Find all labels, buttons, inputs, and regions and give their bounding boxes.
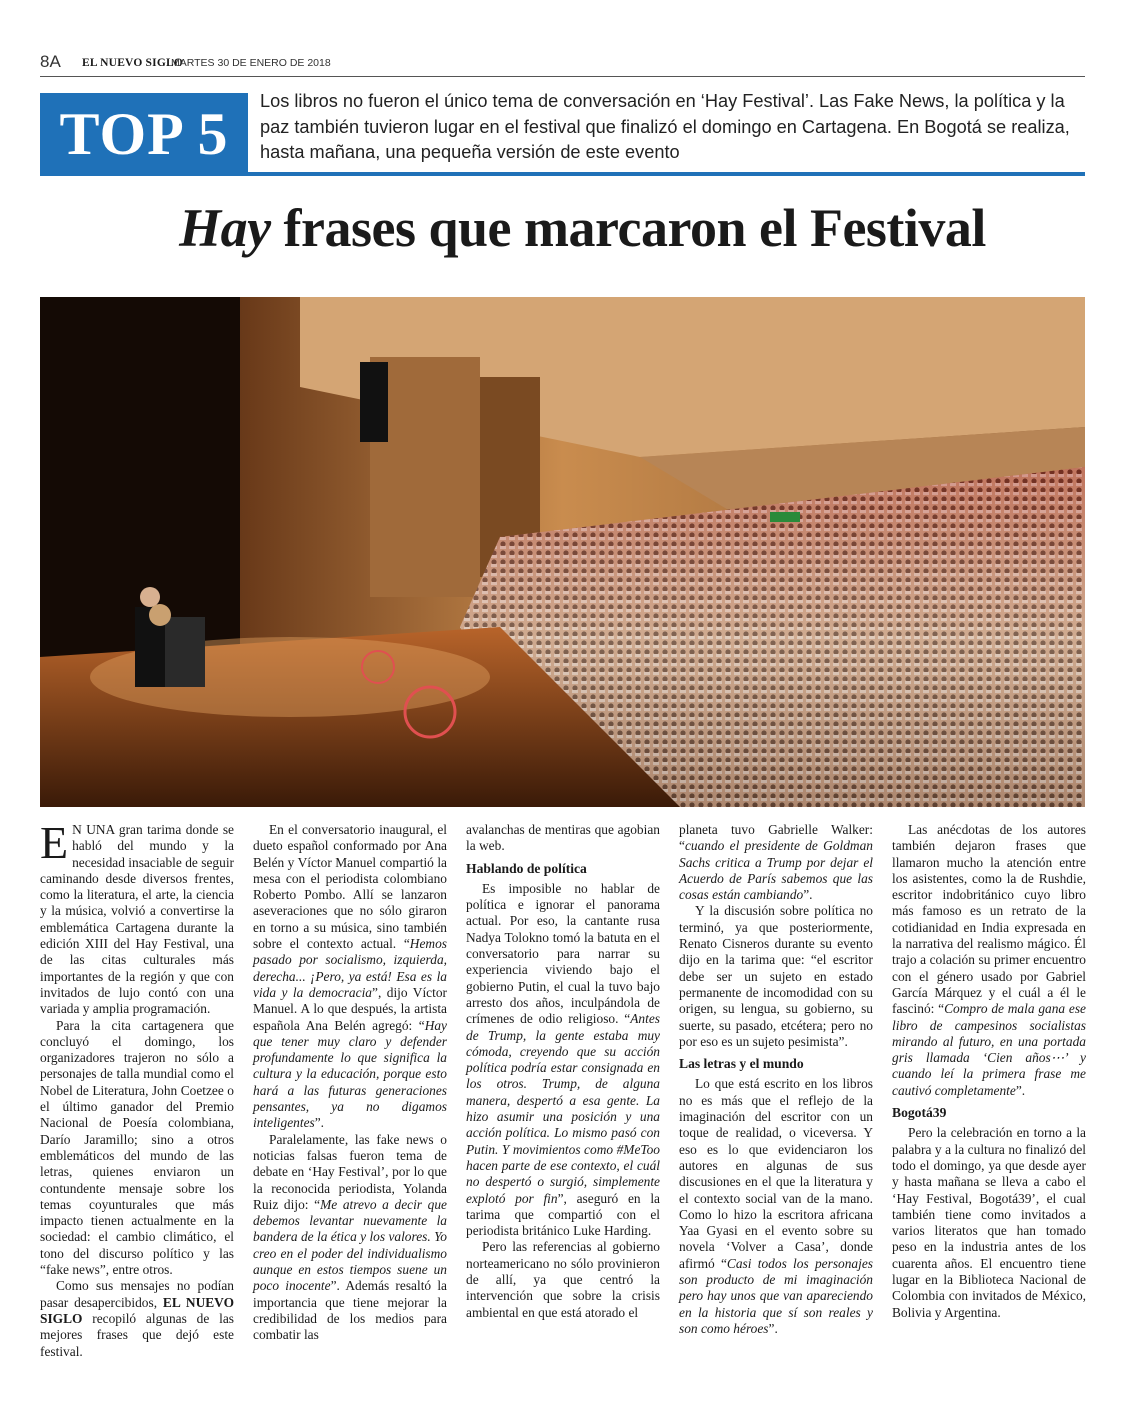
subheading: Bogotá39 <box>892 1105 947 1121</box>
column-1 <box>40 817 235 1360</box>
paragraph <box>40 1278 234 1359</box>
text: Paralelamente, las fake news o noticias falsas fueron tema de debate en ‘Hay Festival’, por lo que la reconocida periodista, Yolanda Ruiz dijo: “ <box>253 1131 447 1212</box>
quote: Antes de Trump, la gente estaba muy cómoda, creyendo que su acción política podría estar consignada en los otros. Trump, de alguna manera, despertó a esa gente. La hizo asumir una posición y una acción política. Lo mismo pasó con Putin. Y movimientos como #MeToo hacen parte de ese contexto, el cuál no despertó o surgió, simplemente explotó por fin <box>466 1011 660 1206</box>
text: ”. <box>314 1115 325 1131</box>
quote: Hemos pasado por socialismo, izquierda, derecha... ¡Pero, ya está! Esa es la vida y la democracia <box>253 936 447 1000</box>
text: Las anécdotas de los autores también dejaron frases que llamaron mucho la atención entre los asistentes, como la de Rushdie, escritor indobritánico cuyo libro más famoso es un retrato de la cotidianidad en India expresada en la narrativa del realismo mágico. Él trajo a colación su primer encuentro con el género usado por Gabriel García Márquez y el cuál a él le fascinó: “ <box>892 822 1086 1017</box>
paragraph: Y la discusión sobre política no terminó, ya que posteriormente, Renato Cisneros durante su evento dijo en la tarima que: “el escritor debe ser un sujeto en estado permanente de incomodidad con su origen, su lengua, su gobierno, su suerte, su pasado, etcétera; pero no por eso es un sujeto pesimista”. <box>679 903 873 1049</box>
text: Como sus mensajes no podían pasar desapercibidos, <box>40 1278 234 1310</box>
text: En el conversatorio inaugural, el dueto español conformado por Ana Belén y Víctor Manuel compartió la mesa con el periodista colombiano Roberto Pombo. Allí se lanzaron aseveraciones que no sólo giraron en torno a su música, sino también sobre el contexto actual. “ <box>253 822 447 952</box>
text: ”, dijo Víctor Manuel. A lo que después, la artista española Ana Belén agregó: “ <box>253 984 447 1033</box>
paragraph <box>253 822 447 1132</box>
intro-text: Los libros no fueron el único tema de conversación en ‘Hay Festival’. Las Fake News, la política y la paz también tuvieron lugar en el festival que finalizó el domingo en Cartagena. En Bogotá se realiza, hasta mañana, una pequeña versión de este evento <box>260 91 1070 162</box>
text: ”. <box>803 887 813 903</box>
text: ”. <box>768 1320 778 1336</box>
text: ”, aseguró en la tarima que compartió con el periodista británico Luke Harding. <box>466 1190 660 1239</box>
quote: Hay que tener muy claro y defender profundamente lo que significa la cultura y la educación, porque esto hará a las futuras generaciones pensantes, ya no digamos inteligentes <box>253 1017 447 1131</box>
subheading: Las letras y el mundo <box>679 1056 804 1072</box>
newspaper-name: EL NUEVO SIGLO <box>82 57 183 69</box>
quote: Casi todos los personajes son producto de mi imaginación pero hay unos que van apareciendo en la historia que sí son reales y son como héroes <box>679 1255 873 1336</box>
quote: Compro de mala gana ese libro de campesinos socialistas mirando al futuro, en una portada gris llamada ‘Cien años⋯’ y cuando leí la primera frase me cautivó completamente <box>892 1001 1086 1098</box>
paragraph <box>679 822 873 903</box>
text: Es imposible no hablar de política e ignorar el panorama actual. Por eso, la cantante rusa Nadya Tolokno tomó la batuta en el conversatorio para narrar su experiencia viviendo bajo el gobierno Putin, el cual la tuvo bajo arresto dos años, inculpándola de crímenes de odio religioso. “ <box>466 880 660 1027</box>
paragraph: avalanchas de mentiras que agobian la web. <box>466 822 660 854</box>
paragraph: Pero las referencias al gobierno norteamericano no sólo provinieron de allí, ya que centró la intervención que sobre la crisis ambiental en que está atorado el <box>466 1239 660 1320</box>
paragraph <box>679 1076 873 1337</box>
dropcap: E <box>40 817 69 868</box>
paragraph <box>253 1132 447 1344</box>
subheading: Hablando de política <box>466 860 587 876</box>
column-2 <box>253 822 447 1344</box>
auditorium-illustration <box>40 297 1085 807</box>
paragraph <box>466 881 660 1240</box>
issue-date: MARTES 30 DE ENERO DE 2018 <box>171 57 331 69</box>
quote: Me atrevo a decir que debemos levantar nuevamente la bandera de la ética y los valores. Yo creo en el poder del individualismo aunque en estos tiempos suene un poco inocente <box>253 1196 447 1294</box>
text: ”. <box>1015 1082 1026 1098</box>
text: planeta tuvo Gabrielle Walker: “ <box>679 822 873 854</box>
column-4 <box>679 822 873 1337</box>
column-3 <box>466 822 660 1321</box>
text: ”. Además resaltó la importancia que tiene mejorar la credibilidad de los medios para combatir las <box>253 1278 447 1343</box>
paragraph: Pero la celebración en torno a la palabra y a la cultura no finalizó del todo el domingo, ya que desde ayer y hasta mañana se lleva a cabo el ‘Hay Festival, Bogotá39’, el cual también tiene como invitados a varios literatos que han tomado peso en la industria antes de los cuarenta años. El encuentro tiene lugar en la Biblioteca Nacional de Colombia con invitados de México, Bolivia y Argentina. <box>892 1125 1086 1320</box>
column-5 <box>892 822 1086 1321</box>
text: recopiló algunas de las mejores frases que dejó este festival. <box>40 1310 234 1359</box>
paragraph <box>40 817 234 1018</box>
headline-italic: Hay <box>179 198 271 258</box>
page-header <box>40 50 1085 77</box>
newspaper-mention: EL NUEVO SIGLO <box>40 1294 235 1326</box>
lead-caps: N UNA <box>72 822 115 837</box>
page-number: 8A <box>40 52 61 71</box>
accent-rule <box>248 172 1085 176</box>
auditorium-photo <box>40 297 1085 807</box>
headline-rest: frases que marcaron el Festival <box>270 198 986 258</box>
text: gran tarima donde se habló del mundo y la necesidad insaciable de seguir caminando desde diversos frentes, como la literatura, el arte, la ciencia y la música, volvió a convertirse la emblemática Cartagena durante la edición XIII del Hay Festival, una de las citas culturales más importantes de la región y que con invitados de lujo contó con una variada y amplia programación. <box>40 822 234 1017</box>
text: Lo que está escrito en los libros no es más que el reflejo de la imaginación del escritor con un toque de realidad, o viceversa. Y eso es lo que evidenciaron los autores en algunas de sus discusiones en el que la literatura y el contexto social van de la mano. Como lo hizo la escritora africana Yaa Gyasi en el evento sobre su novela ‘Volver a Casa’, donde afirmó “ <box>679 1076 873 1271</box>
paragraph: Para la cita cartagenera que concluyó el domingo, los organizadores trajeron no sólo a personajes de talla mundial como el Nobel de Literatura, John Coetzee o el último ganador del Premio Nacional de Poesía colombiana, Darío Jaramillo; sino a otros emblemáticos del mundo de las letras, quienes enviaron un contundente mensaje sobre los temas coyunturales que más impacto tienen actualmente en la sociedad: el cambio climático, el tono del discurso político y las “fake news”, entre otros. <box>40 1017 234 1278</box>
quote: cuando el presidente de Goldman Sachs critica a Trump por dejar el Acuerdo de París sabemos que las cosas están cambiando <box>679 838 873 903</box>
top5-badge: TOP 5 <box>40 93 248 176</box>
paragraph <box>892 822 1086 1099</box>
headline <box>40 196 1125 260</box>
